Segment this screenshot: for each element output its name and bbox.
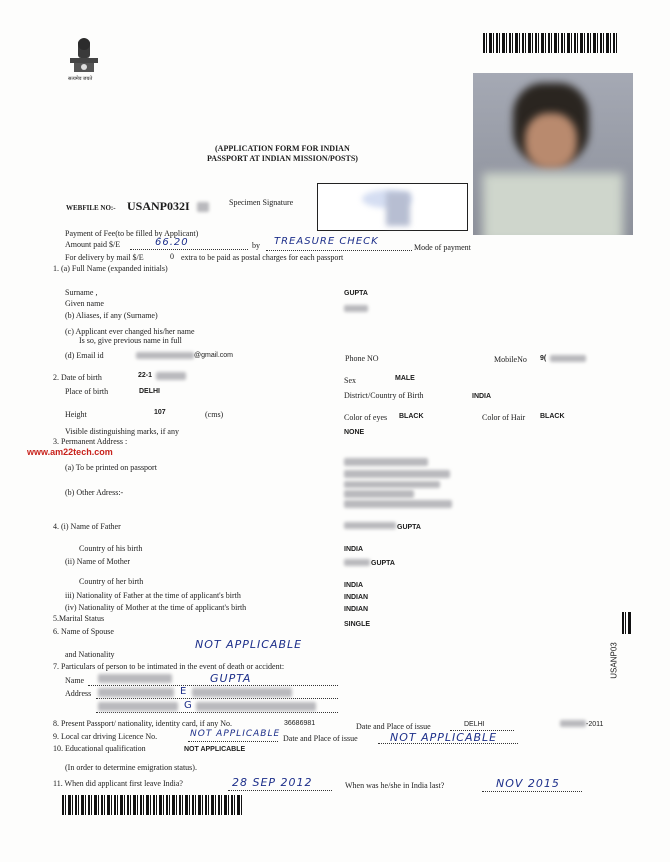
- licence-issue-value: NOT APPLICABLE: [390, 731, 498, 744]
- mother-country-value: INDIA: [344, 582, 364, 589]
- delivery-label: For delivery by mail $/E: [65, 253, 144, 262]
- webfile-label: WEBFILE NO:-: [66, 204, 116, 212]
- mother-nationality-value: INDIAN: [344, 606, 369, 613]
- first-leave-value: 28 SEP 2012: [232, 776, 313, 789]
- watermark-link: www.am22tech.com: [27, 447, 113, 457]
- dob-value: 22-1: [138, 372, 153, 379]
- district-value: INDIA: [472, 393, 492, 400]
- district-label: District/Country of Birth: [344, 391, 424, 400]
- emergency-address-label: Address: [65, 689, 92, 698]
- father-nationality-value: INDIAN: [344, 594, 369, 601]
- s1-heading: 1. (a) Full Name (expanded initials): [53, 264, 168, 273]
- passport-issue-date: -2011: [586, 721, 604, 728]
- hair-color-value: BLACK: [540, 413, 565, 420]
- marital-status-label: 5.Marital Status: [53, 614, 105, 623]
- licence-issue-label: Date and Place of issue: [283, 734, 358, 743]
- surname-value: GUPTA: [344, 290, 368, 297]
- height-value: 107: [154, 409, 166, 416]
- father-country-label: Country of his birth: [79, 544, 143, 553]
- father-name-label: 4. (i) Name of Father: [53, 522, 121, 531]
- email-label: (d) Email id: [65, 351, 104, 360]
- amount-paid-label: Amount paid $/E: [65, 240, 121, 249]
- changed-name-label1: (c) Applicant ever changed his/her name: [65, 327, 195, 336]
- hair-color-label: Color of Hair: [482, 413, 526, 422]
- height-label: Height: [65, 410, 87, 419]
- delivery-value: 0: [170, 252, 174, 261]
- emigration-note: (In order to determine emigration status).: [65, 763, 197, 772]
- last-in-india-value: NOV 2015: [496, 777, 560, 790]
- father-name-value: GUPTA: [397, 524, 421, 531]
- form-title-line2: PASSPORT AT INDIAN MISSION/POSTS): [207, 154, 358, 163]
- licence-label: 9. Local car driving Licence No.: [53, 732, 158, 741]
- sex-value: MALE: [395, 375, 415, 382]
- height-unit: (cms): [205, 410, 224, 419]
- education-label: 10. Educational qualification: [53, 744, 146, 753]
- spouse-name-value: NOT APPLICABLE: [195, 638, 303, 651]
- passport-no-label: 8. Present Passport/ nationality, identity card, if any No.: [53, 719, 233, 728]
- first-leave-label: 11. When did applicant first leave India?: [53, 779, 183, 788]
- national-emblem: [64, 36, 104, 88]
- mother-nationality-label: (iv) Nationality of Mother at the time of applicant's birth: [65, 603, 247, 612]
- delivery-suffix: extra to be paid as postal charges for each passport: [181, 253, 344, 262]
- by-label: by: [252, 241, 260, 250]
- surname-label: Surname ,: [65, 288, 98, 297]
- mobile-label: MobileNo: [494, 355, 527, 364]
- marks-label: Visible distinguishing marks, if any: [65, 427, 179, 436]
- given-name-label: Given name: [65, 299, 104, 308]
- emergency-name-value: GUPTA: [210, 672, 252, 685]
- sex-label: Sex: [344, 376, 356, 385]
- payment-mode-value: TREASURE CHECK: [274, 236, 379, 247]
- education-value: NOT APPLICABLE: [184, 746, 246, 753]
- form-title-line1: (APPLICATION FORM FOR INDIAN: [215, 144, 350, 153]
- spouse-name-label: 6. Name of Spouse: [53, 627, 114, 636]
- passport-issue-label: Date and Place of issue: [356, 722, 431, 731]
- side-webfile-code: USANP03: [609, 642, 619, 679]
- emergency-contact-label: 7. Particulars of person to be intimated in the event of death or accident:: [53, 662, 285, 671]
- emergency-address-line2: G: [184, 700, 193, 711]
- s3-heading: 3. Permanent Address :: [53, 437, 128, 446]
- eye-color-value: BLACK: [399, 413, 424, 420]
- address-other-label: (b) Other Adress:-: [65, 488, 124, 497]
- passport-no-value: 36686981: [284, 720, 316, 727]
- specimen-signature-label: Specimen Signature: [229, 198, 294, 207]
- signature-box: [317, 183, 468, 231]
- father-nationality-label: iii) Nationality of Father at the time of applicant's birth: [65, 591, 241, 600]
- dob-label: 2. Date of birth: [53, 373, 102, 382]
- spouse-nationality-label: and Nationality: [65, 650, 115, 659]
- pob-value: DELHI: [139, 388, 160, 395]
- father-country-value: INDIA: [344, 546, 364, 553]
- emergency-address-line1: E: [180, 686, 188, 697]
- webfile-number: USANP032I: [127, 199, 190, 213]
- fee-heading: Payment of Fee(to be filled by Applicant): [65, 229, 199, 238]
- phone-label: Phone NO: [345, 354, 379, 363]
- mother-name-label: (ii) Name of Mother: [65, 557, 131, 566]
- eye-color-label: Color of eyes: [344, 413, 388, 422]
- aliases-label: (b) Aliases, if any (Surname): [65, 311, 158, 320]
- passport-issue-place: DELHI: [464, 721, 485, 728]
- bottom-barcode: [62, 795, 242, 815]
- payment-mode-label: Mode of payment: [414, 243, 471, 252]
- side-barcode: [622, 612, 632, 634]
- address-printed-label: (a) To be printed on passport: [65, 463, 157, 472]
- last-in-india-label: When was he/she in India last?: [345, 781, 445, 790]
- marital-status-value: SINGLE: [344, 621, 371, 628]
- mother-country-label: Country of her birth: [79, 577, 144, 586]
- pob-label: Place of birth: [65, 387, 109, 396]
- emblem-motto: सत्यमेव जयते: [68, 77, 93, 82]
- emergency-name-label: Name: [65, 676, 85, 685]
- changed-name-label2: Is so, give previous name in full: [79, 336, 182, 345]
- top-barcode: [483, 33, 617, 53]
- amount-paid-value: 66.20: [155, 237, 189, 248]
- marks-value: NONE: [344, 429, 365, 436]
- mobile-value: 9(: [540, 355, 547, 362]
- licence-value: NOT APPLICABLE: [190, 729, 281, 739]
- email-value: @gmail.com: [194, 352, 234, 359]
- mother-name-value: GUPTA: [371, 560, 395, 567]
- applicant-photo: [473, 73, 633, 235]
